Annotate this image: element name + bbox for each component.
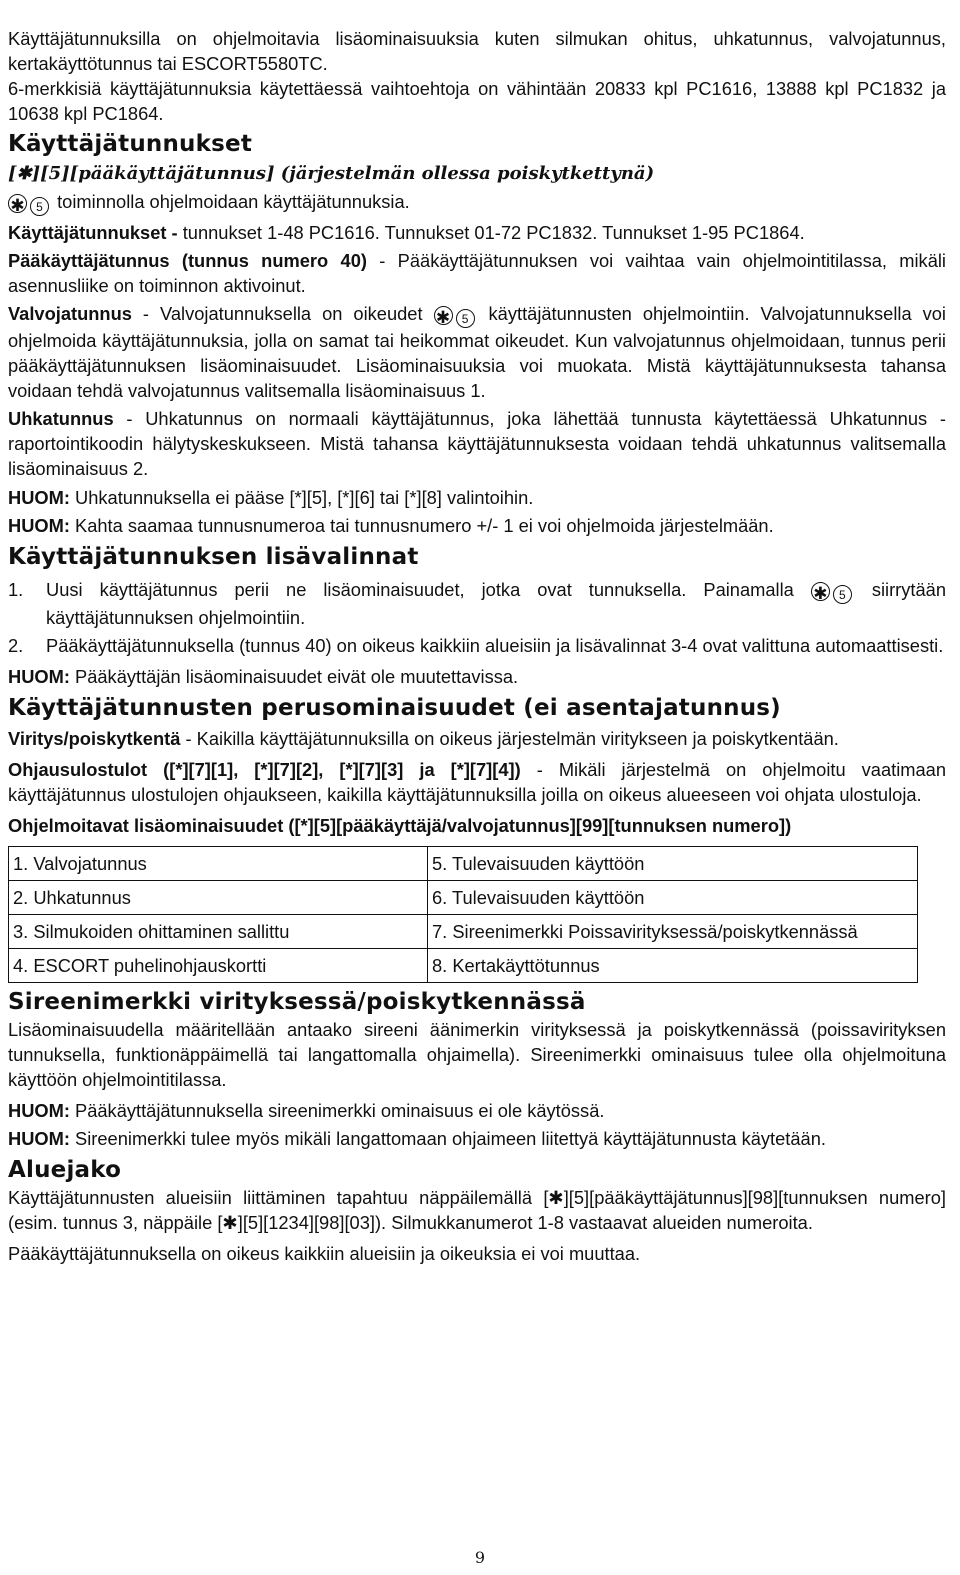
note-text: Pääkäyttäjätunnuksella sireenimerkki ominaisuus ei ole käytössä. (69, 1100, 605, 1121)
note-lead: HUOM: (8, 666, 70, 687)
list-item-number: 1. (8, 579, 24, 600)
duress-paragraph (8, 406, 946, 481)
table-row (9, 915, 918, 949)
list-item (8, 632, 946, 660)
section-heading-basic-features: Käyttäjätunnusten perusominaisuudet (ei asentajatunnus) (8, 695, 781, 721)
note-text: Pääkäyttäjän lisäominaisuudet eivät ole muutettavissa. (69, 666, 519, 687)
table-cell: 2. Uhkatunnus (9, 881, 428, 915)
codes-text: tunnukset 1-48 PC1616. Tunnukset 01-72 PC1832. Tunnukset 1-95 PC1864. (177, 222, 805, 243)
arming-text: - Kaikilla käyttäjätunnuksilla on oikeus järjestelmän viritykseen ja poiskytkentään. (180, 728, 839, 749)
note-lead: HUOM: (8, 515, 70, 536)
intro-paragraph-2: 6-merkkisiä käyttäjätunnuksia käytettäessä vaihtoehtoja on vähintään 20833 kpl PC1616, 13888 kpl PC1832 ja 10638 kpl PC1864. (8, 78, 946, 124)
table-row (9, 881, 918, 915)
note-text: Sireenimerkki tulee myös mikäli langattomaan ohjaimeen liitettyä käyttäjätunnusta käytetään. (69, 1128, 826, 1149)
intro-paragraph: Käyttäjätunnuksilla on ohjelmoitavia lisäominaisuuksia kuten silmukan ohitus, uhkatunnus, valvojatunnus, kertakäyttötunnus tai ESCORT5580TC. (8, 28, 946, 74)
master-code-lead: Pääkäyttäjätunnus (tunnus numero 40) (8, 250, 367, 271)
arming-lead: Viritys/poiskytkentä (8, 728, 181, 749)
programmable-features-heading: Ohjelmoitavat lisäominaisuudet ([*][5][pääkäyttäjä/valvojatunnus][99][tunnuksen numero]) (8, 815, 792, 836)
table-cell: 1. Valvojatunnus (9, 847, 428, 881)
table-cell: 8. Kertakäyttötunnus (428, 949, 918, 983)
five-key-icon: 5 (456, 309, 475, 328)
supervisor-text-b: käyttäjätunnusten ohjelmointiin. Valvojatunnuksella voi ohjelmoida käyttäjätunnuksia, jolla on samat tai heikommat oikeudet. Kun valvojatunnus ohjelmoidaan, tunnus perii pääkäyttäjätunnuksen lisäominaisuudet. Lisäominaisuuksia voi muokata. Mistä käyttäjätunnuksesta tahansa voidaan tehdä valvojatunnus valitsemalla lisäominaisuus 1. (8, 303, 946, 401)
partition-paragraph-2: Pääkäyttäjätunnuksella on oikeus kaikkiin alueisiin ja oikeuksia ei voi muuttaa. (8, 1243, 641, 1264)
table-row (9, 847, 918, 881)
supervisor-lead: Valvojatunnus (8, 303, 132, 324)
duress-text: - Uhkatunnus on normaali käyttäjätunnus, joka lähettää tunnusta käytettäessä Uhkatunnus -raportointikoodin hälytyskeskukseen. Mistä tahansa käyttäjätunnuksesta voidaan tehdä uhkatunnus valitsemalla lisäominaisuus 2. (8, 408, 946, 479)
star-key-icon: ✱ (434, 306, 453, 325)
list-item-text-b: siirrytään käyttäjätunnuksen ohjelmointiin. (46, 579, 946, 628)
five-key-icon: 5 (833, 585, 852, 604)
table-cell: 4. ESCORT puhelinohjauskortti (9, 949, 428, 983)
keys-line-text: toiminnolla ohjelmoidaan käyttäjätunnuksia. (57, 191, 410, 212)
arming-paragraph (8, 726, 946, 751)
features-table (8, 846, 918, 983)
outputs-lead: Ohjausulostulot ([*][7][1], [*][7][2], [*][7][3] ja [*][7][4]) (8, 759, 521, 780)
note-lead: HUOM: (8, 1128, 70, 1149)
list-item (8, 576, 946, 632)
note-paragraph (8, 513, 946, 538)
outputs-text: - Mikäli järjestelmä on ohjelmoitu vaatimaan käyttäjätunnus ulostulojen ohjaukseen, kaikilla käyttäjätunnuksilla joilla on oikeus alueeseen voi ohjata ulostuloja. (8, 759, 946, 805)
siren-paragraph: Lisäominaisuudella määritellään antaako sireeni äänimerkin virityksessä ja poiskytkennässä (poissavirityksen tunnuksella, funktionäppäimellä tai langattomalla ohjaimella). Sireenimerkki ominaisuus tulee olla ohjelmoituna käyttöön ohjelmointitilassa. (8, 1019, 946, 1090)
supervisor-paragraph (8, 301, 946, 403)
note-paragraph (8, 1098, 946, 1123)
keys-line (8, 189, 946, 216)
master-code-text: - Pääkäyttäjätunnuksen voi vaihtaa vain ohjelmointitilassa, mikäli asennusliike on toiminnon aktivoinut. (8, 250, 946, 296)
duress-lead: Uhkatunnus (8, 408, 114, 429)
note-lead: HUOM: (8, 487, 70, 508)
note-paragraph (8, 1126, 946, 1151)
note-text: Kahta saamaa tunnusnumeroa tai tunnusnumero +/- 1 ei voi ohjelmoida järjestelmään. (69, 515, 774, 536)
five-key-icon: 5 (30, 197, 49, 216)
note-text: Uhkatunnuksella ei pääse [*][5], [*][6] tai [*][8] valintoihin. (69, 487, 534, 508)
table-cell: 5. Tulevaisuuden käyttöön (428, 847, 918, 881)
section-heading-partitions: Aluejako (8, 1157, 122, 1183)
section-heading-options: Käyttäjätunnuksen lisävalinnat (8, 544, 419, 570)
list-item-text: Pääkäyttäjätunnuksella (tunnus 40) on oikeus kaikkiin alueisiin ja lisävalinnat 3-4 ovat valittuna automaattisesti. (46, 635, 944, 656)
partition-paragraph: Käyttäjätunnusten alueisiin liittäminen tapahtuu näppäilemällä [✱][5][pääkäyttäjätunnus][98][tunnuksen numero] (esim. tunnus 3, näppäile [✱][5][1234][98][03]). Silmukkanumerot 1-8 vastaavat alueiden numeroita. (8, 1187, 946, 1233)
section-heading-siren: Sireenimerkki virityksessä/poiskytkennässä (8, 989, 586, 1015)
page-number: 9 (474, 1548, 486, 1567)
outputs-paragraph (8, 757, 946, 807)
star-key-icon: ✱ (811, 582, 830, 601)
note-lead: HUOM: (8, 1100, 70, 1121)
supervisor-text-a: - Valvojatunnuksella on oikeudet (131, 303, 434, 324)
codes-paragraph (8, 220, 946, 245)
document-page (8, 26, 946, 1266)
list-item-text-a: Uusi käyttäjätunnus perii ne lisäominaisuudet, jotka ovat tunnuksella. Painamalla (46, 579, 811, 600)
note-paragraph (8, 485, 946, 510)
codes-lead: Käyttäjätunnukset - (8, 222, 178, 243)
table-cell: 7. Sireenimerkki Poissavirityksessä/poiskytkennässä (428, 915, 918, 949)
table-cell: 3. Silmukoiden ohittaminen sallittu (9, 915, 428, 949)
note-paragraph (8, 664, 946, 689)
section-heading-user-codes: Käyttäjätunnukset (8, 131, 253, 157)
list-item-number: 2. (8, 635, 24, 656)
list-item-text (46, 576, 946, 632)
command-sequence: [✱][5][pääkäyttäjätunnus] (järjestelmän ollessa poiskytkettynä) (8, 163, 655, 184)
star-key-icon: ✱ (8, 194, 27, 213)
table-row (9, 949, 918, 983)
master-code-paragraph (8, 248, 946, 298)
table-cell: 6. Tulevaisuuden käyttöön (428, 881, 918, 915)
